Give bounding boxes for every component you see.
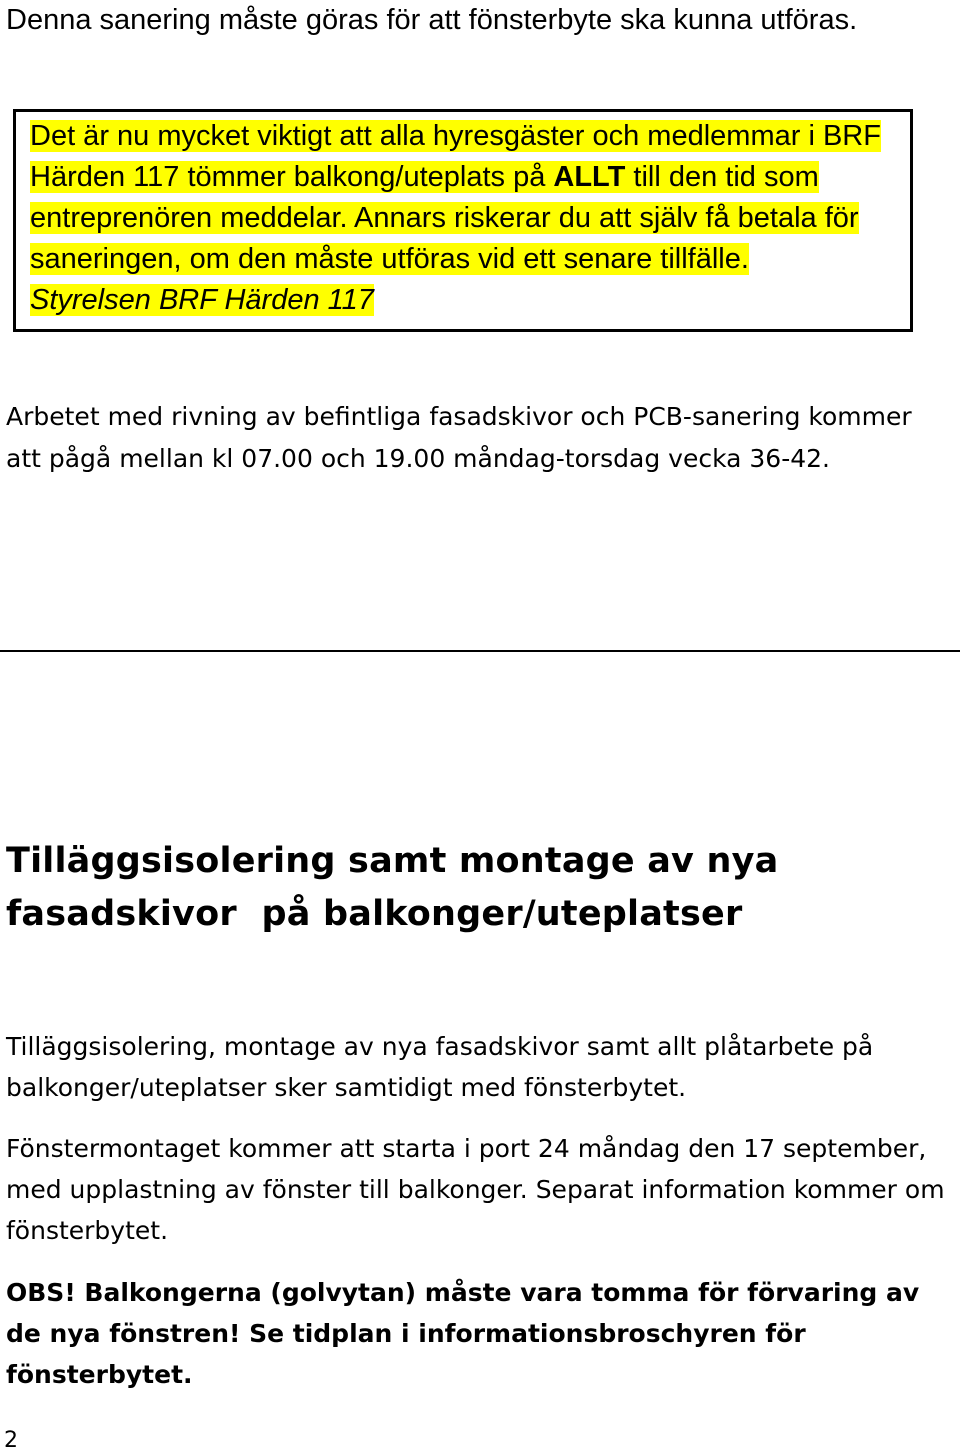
notice-line-2: Härden 117 tömmer balkong/uteplats på ALLT till den tid som <box>30 161 819 193</box>
paragraph-window-installation: Fönstermontaget kommer att starta i port 24 måndag den 17 september, med upplastning av fönster till balkonger. Separat information kommer om fönsterbytet. <box>6 1134 945 1245</box>
notice-line-1: Det är nu mycket viktigt att alla hyresgäster och medlemmar i BRF <box>30 120 881 152</box>
notice-emphasis: ALLT <box>553 161 626 193</box>
work-hours-paragraph: Arbetet med rivning av befintliga fasadskivor och PCB-sanering kommer att pågå mellan kl 07.00 och 19.00 måndag-torsdag vecka 36-42. <box>6 402 912 473</box>
section-divider <box>0 650 960 652</box>
section-heading <box>6 835 951 941</box>
intro-line: Denna sanering måste göras för att fönsterbyte ska kunna utföras. <box>6 4 858 36</box>
paragraph-insulation: Tilläggsisolering, montage av nya fasadskivor samt allt plåtarbete på balkonger/uteplatser sker samtidigt med fönsterbytet. <box>6 1032 874 1102</box>
page-number: 2 <box>4 1428 18 1453</box>
section-heading-line-1: Tilläggsisolering samt montage av nya <box>6 841 779 881</box>
notice-text <box>30 116 910 321</box>
notice-line-4: saneringen, om den måste utföras vid ett senare tillfälle. <box>30 243 749 275</box>
notice-line-3: entreprenören meddelar. Annars riskerar du att själv få betala för <box>30 202 859 234</box>
paragraph-obs-warning: OBS! Balkongerna (golvytan) måste vara tomma för förvaring av de nya fönstren! Se tidplan i informationsbroschyren för fönsterbytet. <box>6 1278 920 1389</box>
notice-signature: Styrelsen BRF Härden 117 <box>30 284 374 316</box>
section-heading-line-2: fasadskivor på balkonger/uteplatser <box>6 894 743 934</box>
